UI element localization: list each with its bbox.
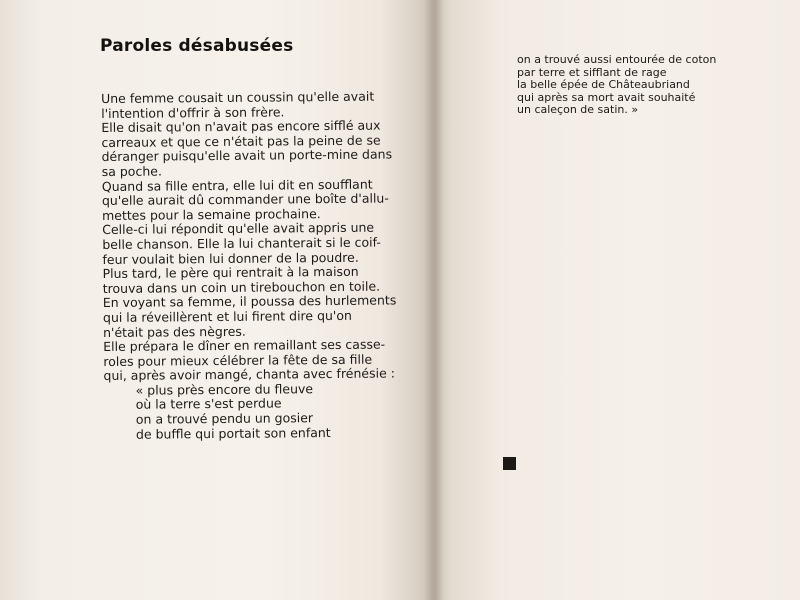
text-line: belle chanson. Elle la lui chanterait si le coif- — [102, 234, 381, 252]
text-line: l'intention d'offrir à son frère. — [101, 103, 285, 121]
text-line: Celle-ci lui répondit qu'elle avait appris une — [102, 219, 375, 238]
text-line: qui la réveillèrent et lui firent dire qu'on — [102, 307, 352, 325]
verse-line: où la terre s'est perdue — [135, 395, 282, 413]
text-line: sa poche. — [101, 163, 162, 179]
text-line: carreaux et que ce n'était pas la peine de se — [101, 132, 381, 150]
poem-body-left — [101, 89, 404, 442]
verse-line: on a trouvé pendu un gosier — [135, 410, 314, 427]
text-line: mettes pour la semaine prochaine. — [102, 205, 321, 223]
text-line: Quand sa fille entra, elle lui dit en soufflant — [101, 176, 373, 194]
verse-line: un caleçon de satin. » — [517, 103, 639, 117]
text-line: roles pour mieux célébrer la fête de sa fille — [103, 351, 373, 369]
text-line: Une femme cousait un coussin qu'elle avait — [100, 88, 375, 106]
text-line: Elle prépara le dîner en remaillant ses casse- — [103, 336, 386, 355]
poem-body-right — [517, 54, 747, 117]
book-spine — [424, 0, 444, 600]
verse-line: de buffle qui portait son enfant — [135, 424, 331, 442]
verse-line: la belle épée de Châteaubriand — [517, 78, 690, 92]
verse-line: « plus près encore du fleuve — [135, 381, 314, 398]
verse-line: par terre et sifflant de rage — [517, 65, 667, 79]
text-line: En voyant sa femme, il poussa des hurlements — [102, 292, 397, 311]
text-line: Plus tard, le père qui rentrait à la maison — [102, 263, 359, 282]
text-line: n'était pas des nègres. — [103, 323, 246, 340]
verse-line: on a trouvé aussi entourée de coton — [517, 53, 717, 66]
text-line: qui, après avoir mangé, chanta avec frénésie : — [103, 365, 395, 384]
poem-title: Paroles désabusées — [100, 36, 294, 56]
text-line: trouva dans un coin un tirebouchon en toile. — [102, 278, 381, 296]
text-line: déranger puisqu'elle avait un porte-mine dans — [101, 146, 393, 165]
text-line: Elle disait qu'on n'avait pas encore sifflé aux — [101, 117, 381, 136]
end-mark-square — [503, 457, 516, 470]
text-line: feur voulait bien lui donner de la poudre. — [102, 249, 359, 267]
verse-line: qui après sa mort avait souhaité — [517, 90, 696, 104]
text-line: qu'elle aurait dû commander une boîte d'allu- — [101, 190, 389, 209]
right-page — [433, 0, 800, 600]
